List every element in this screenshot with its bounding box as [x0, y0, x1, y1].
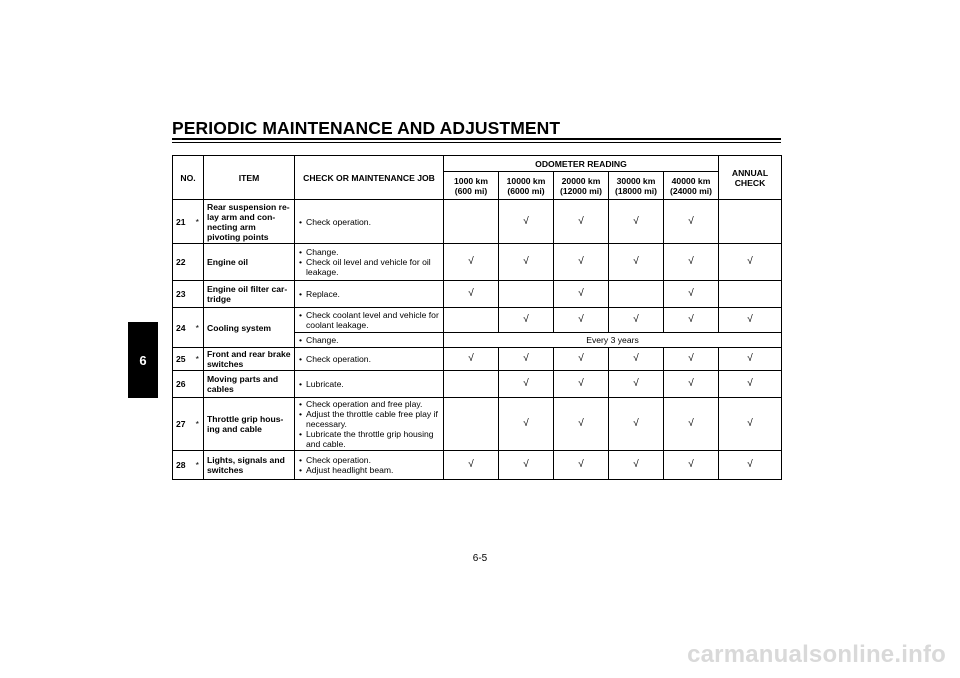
header-interval — [609, 172, 664, 200]
interval-check-cell: √ — [499, 398, 554, 451]
interval-check-cell — [444, 308, 499, 333]
interval-km: 20000 km — [561, 175, 601, 186]
annual-check-cell: √ — [719, 244, 782, 281]
row-item: Engine oil — [204, 244, 295, 281]
row-star-mark — [192, 281, 204, 308]
job-bullet: • Replace. — [298, 289, 440, 299]
interval-check-cell: √ — [554, 348, 609, 371]
table-row — [173, 308, 782, 333]
interval-km: 10000 km — [506, 175, 546, 186]
interval-check-cell: √ — [664, 244, 719, 281]
title-rule-thin — [172, 142, 781, 143]
job-bullet: • Check oil level and vehicle for oil leakage. — [298, 257, 440, 277]
interval-check-cell: √ — [664, 371, 719, 398]
row-number: 27 — [173, 398, 192, 451]
table-row — [173, 348, 782, 371]
annual-check-cell — [719, 200, 782, 244]
row-item: Throttle grip hous-ing and cable — [204, 398, 295, 451]
annual-check-cell: √ — [719, 398, 782, 451]
annual-check-cell: √ — [719, 308, 782, 333]
annual-check-cell: √ — [719, 348, 782, 371]
row-job — [295, 244, 444, 281]
row-star-mark: * — [192, 398, 204, 451]
interval-check-cell: √ — [499, 451, 554, 480]
header-item: ITEM — [204, 156, 295, 200]
interval-check-cell: √ — [499, 348, 554, 371]
row-star-mark: * — [192, 308, 204, 348]
interval-check-cell: √ — [554, 200, 609, 244]
interval-check-cell: √ — [664, 451, 719, 480]
row-item: Lights, signals and switches — [204, 451, 295, 480]
job-bullet: • Check coolant level and vehicle for coolant leakage. — [298, 310, 440, 330]
row-job — [295, 308, 444, 333]
job-bullet: • Adjust headlight beam. — [298, 465, 440, 475]
interval-check-cell: √ — [554, 244, 609, 281]
title-rule-thick — [172, 138, 781, 140]
interval-mi: (12000 mi) — [559, 185, 603, 196]
header-odometer: ODOMETER READING — [444, 156, 719, 172]
interval-mi: (600 mi) — [454, 185, 488, 196]
header-interval — [664, 172, 719, 200]
table-row — [173, 371, 782, 398]
interval-check-cell: √ — [554, 451, 609, 480]
table-body — [173, 200, 782, 480]
row-job — [295, 348, 444, 371]
interval-check-cell — [444, 398, 499, 451]
interval-check-cell — [499, 281, 554, 308]
interval-check-cell: √ — [664, 348, 719, 371]
row-number: 25 — [173, 348, 192, 371]
row-star-mark — [192, 244, 204, 281]
job-bullet: • Check operation. — [298, 354, 440, 364]
interval-check-cell — [444, 371, 499, 398]
table-row — [173, 281, 782, 308]
row-item: Moving parts and cables — [204, 371, 295, 398]
header-interval — [554, 172, 609, 200]
job-bullet: • Check operation. — [298, 217, 440, 227]
interval-check-cell: √ — [554, 371, 609, 398]
row-job — [295, 281, 444, 308]
interval-check-cell: √ — [444, 348, 499, 371]
interval-mi: (24000 mi) — [669, 185, 713, 196]
table-row — [173, 398, 782, 451]
job-bullet: • Change. — [298, 335, 440, 345]
job-bullet: • Lubricate the throttle grip housing and cable. — [298, 429, 440, 449]
interval-km: 30000 km — [616, 175, 656, 186]
row-number: 22 — [173, 244, 192, 281]
job-bullet: • Check operation. — [298, 455, 440, 465]
chapter-tab — [128, 322, 158, 398]
row-number: 21 — [173, 200, 192, 244]
row-star-mark: * — [192, 200, 204, 244]
interval-check-cell: √ — [664, 308, 719, 333]
interval-check-cell: √ — [609, 308, 664, 333]
interval-check-cell: √ — [444, 281, 499, 308]
row-item: Front and rear brake switches — [204, 348, 295, 371]
annual-check-cell: √ — [719, 451, 782, 480]
job-bullet: • Adjust the throttle cable free play if necessary. — [298, 409, 440, 429]
interval-check-cell: √ — [554, 281, 609, 308]
interval-check-cell: √ — [609, 398, 664, 451]
row-item: Engine oil filter car-tridge — [204, 281, 295, 308]
job-bullet: • Check operation and free play. — [298, 399, 440, 409]
table-row — [173, 244, 782, 281]
interval-check-cell: √ — [609, 244, 664, 281]
header-annual: ANNUAL CHECK — [719, 156, 782, 200]
interval-check-cell: √ — [554, 398, 609, 451]
interval-note: Every 3 years — [444, 333, 782, 348]
row-star-mark — [192, 371, 204, 398]
interval-check-cell: √ — [609, 371, 664, 398]
row-star-mark: * — [192, 451, 204, 480]
interval-check-cell: √ — [664, 200, 719, 244]
row-number: 26 — [173, 371, 192, 398]
chapter-number: 6 — [139, 352, 147, 368]
watermark-text: carmanualsonline.info — [687, 641, 946, 668]
interval-check-cell: √ — [554, 308, 609, 333]
row-number: 24 — [173, 308, 192, 348]
annual-check-cell: √ — [719, 371, 782, 398]
interval-check-cell: √ — [609, 200, 664, 244]
job-bullet: • Change. — [298, 247, 440, 257]
table-row — [173, 200, 782, 244]
row-number: 23 — [173, 281, 192, 308]
row-job — [295, 200, 444, 244]
row-star-mark: * — [192, 348, 204, 371]
annual-check-cell — [719, 281, 782, 308]
header-interval — [444, 172, 499, 200]
interval-km: 1000 km — [454, 175, 488, 186]
row-item: Cooling system — [204, 308, 295, 348]
page-title: PERIODIC MAINTENANCE AND ADJUSTMENT — [172, 118, 561, 138]
interval-mi: (18000 mi) — [614, 185, 658, 196]
row-number: 28 — [173, 451, 192, 480]
maintenance-table — [172, 155, 782, 480]
interval-check-cell: √ — [444, 244, 499, 281]
table-row — [173, 451, 782, 480]
interval-check-cell — [609, 281, 664, 308]
page-number: 6-5 — [472, 553, 488, 564]
interval-check-cell: √ — [609, 348, 664, 371]
interval-check-cell: √ — [499, 200, 554, 244]
interval-check-cell: √ — [499, 308, 554, 333]
interval-check-cell: √ — [499, 371, 554, 398]
interval-check-cell: √ — [664, 398, 719, 451]
interval-check-cell: √ — [499, 244, 554, 281]
header-job: CHECK OR MAINTENANCE JOB — [295, 156, 444, 200]
interval-check-cell: √ — [609, 451, 664, 480]
interval-km: 40000 km — [671, 175, 711, 186]
row-job — [295, 451, 444, 480]
header-interval — [499, 172, 554, 200]
row-job — [295, 398, 444, 451]
interval-mi: (6000 mi) — [507, 185, 545, 196]
row-job — [295, 333, 444, 348]
job-bullet: • Lubricate. — [298, 379, 440, 389]
interval-check-cell: √ — [444, 451, 499, 480]
row-job — [295, 371, 444, 398]
interval-check-cell: √ — [664, 281, 719, 308]
interval-check-cell — [444, 200, 499, 244]
row-item: Rear suspension re-lay arm and con-necting arm pivoting points — [204, 200, 295, 244]
header-no: NO. — [173, 156, 204, 200]
